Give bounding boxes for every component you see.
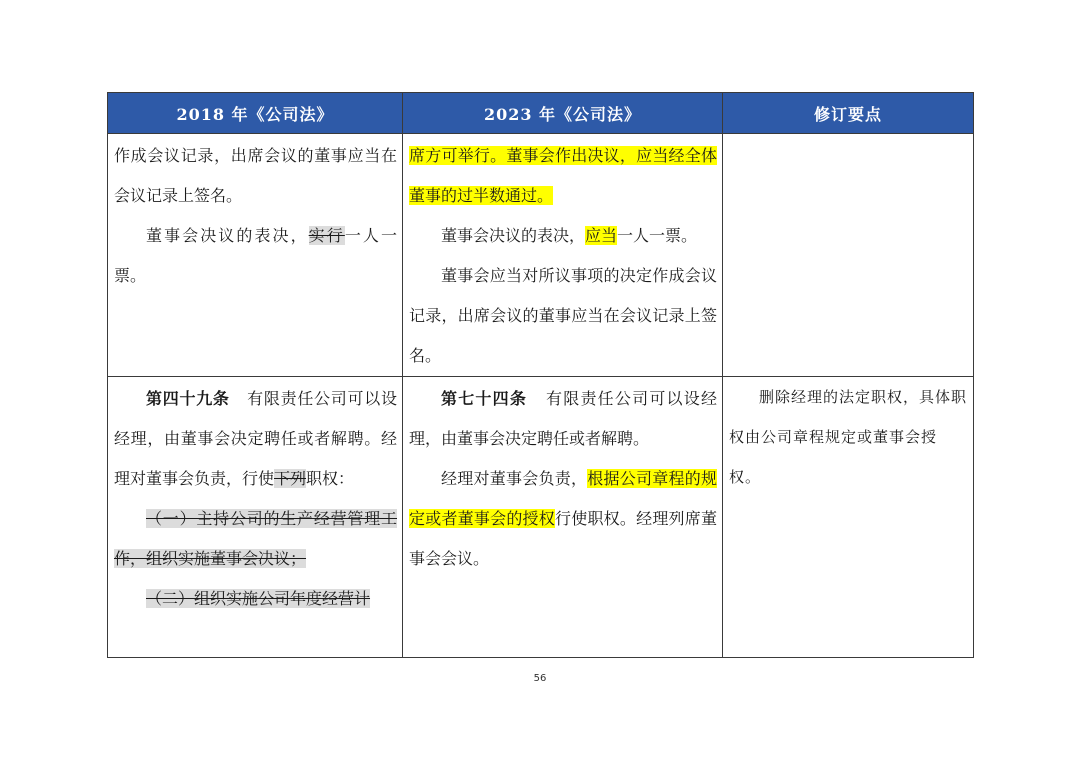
table-row [108, 134, 974, 377]
paragraph [409, 459, 717, 579]
header-revision-points: 修订要点 [723, 93, 974, 134]
paragraph: 作成会议记录，出席会议的董事应当在会议记录上签名。 [114, 146, 397, 205]
article-number: 第四十九条 [146, 389, 230, 408]
deleted-text: （一）主持公司的生产经营管理工作，组织实施董事会决议； [114, 509, 397, 568]
cell-2018-row1 [108, 134, 403, 377]
text-run: 行使职权。经理列席董事会会议。 [409, 509, 717, 568]
paragraph [114, 216, 397, 296]
cell-2018-row2 [108, 377, 403, 658]
deleted-text: 实行 [308, 226, 345, 245]
text-run: 一人一票。 [114, 226, 397, 285]
deleted-text: （二）组织实施公司年度经营计 [146, 589, 371, 608]
cell-2023-row2 [403, 377, 723, 658]
cell-note-row1 [723, 134, 974, 377]
paragraph [409, 136, 717, 216]
text-run: 职权： [306, 469, 355, 488]
cell-note-row2 [723, 377, 974, 658]
text-run: 有限责任公司可以设经理，由董事会决定聘任或者解聘。经理对董事会负责，行使 [114, 389, 397, 488]
paragraph [114, 579, 397, 619]
highlighted-text: 应当 [585, 226, 618, 245]
table-row [108, 377, 974, 658]
cell-2023-row1 [403, 134, 723, 377]
paragraph [409, 379, 717, 459]
comparison-table [107, 92, 974, 658]
highlighted-text: 根据公司章程的规定或者董事会的授权 [409, 469, 717, 528]
deleted-text: 下列 [274, 469, 307, 488]
header-2023-law: 2023 年《公司法》 [403, 93, 723, 134]
header-2018-law: 2018 年《公司法》 [108, 93, 403, 134]
page-number: 56 [533, 673, 547, 684]
table-header-row [108, 93, 974, 134]
text-run: 有限责任公司可以设经理，由董事会决定聘任或者解聘。 [409, 389, 717, 448]
paragraph [114, 379, 397, 499]
paragraph: 董事会应当对所议事项的决定作成会议记录，出席会议的董事应当在会议记录上签名。 [409, 266, 717, 365]
paragraph [409, 216, 717, 256]
article-number: 第七十四条 [441, 389, 528, 408]
highlighted-text: 席方可举行。董事会作出决议，应当经全体董事的过半数通过。 [409, 146, 717, 205]
text-run: 董事会决议的表决， [441, 226, 586, 245]
paragraph [114, 499, 397, 579]
revision-note: 删除经理的法定职权，具体职权由公司章程规定或董事会授权。 [729, 388, 968, 486]
text-run: 经理对董事会负责， [441, 469, 588, 488]
text-run: 一人一票。 [617, 226, 698, 245]
text-run: 董事会决议的表决， [146, 226, 309, 245]
